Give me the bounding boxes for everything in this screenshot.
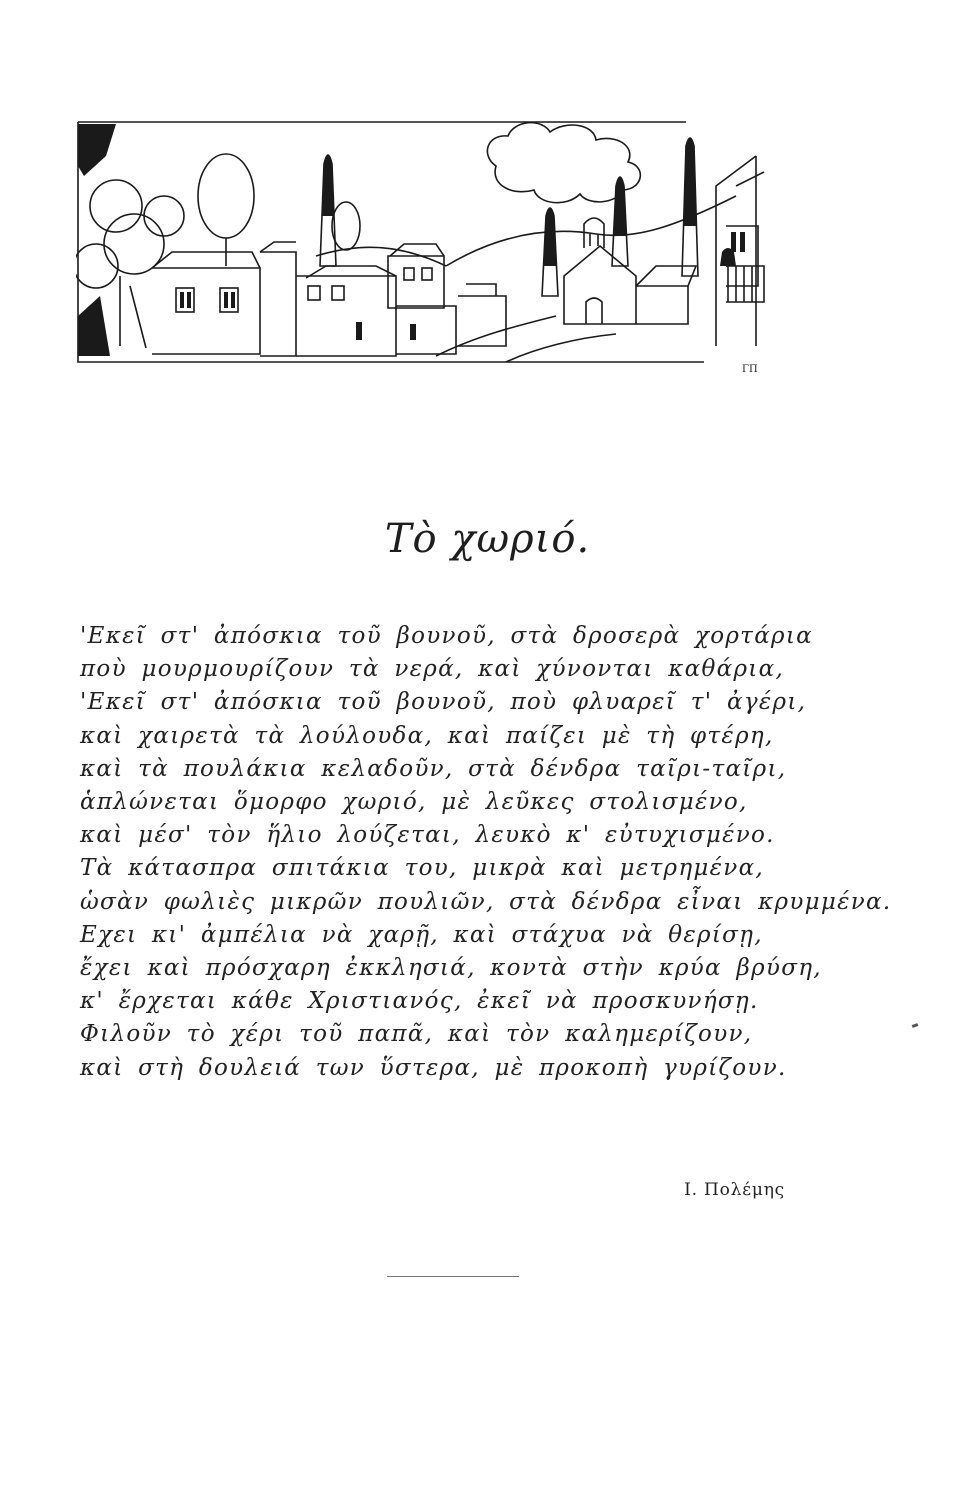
poem-line: καὶ στὴ δουλειά των ὕστερα, μὲ προκοπὴ γυρίζουν.: [80, 1054, 787, 1081]
illustrator-signature: ΓΠ: [742, 364, 758, 375]
poem-line: Φιλοῦν τὸ χέρι τοῦ παπᾶ, καὶ τὸν καλημερίζουν,: [80, 1021, 753, 1048]
poem-line: ἔχει καὶ πρόσχαρη ἐκκλησιά, κοντὰ στὴν κρύα βρύση,: [80, 955, 822, 982]
poem-line: 'Εκεῖ στ' ἀπόσκια τοῦ βουνοῦ, στὰ δροσερὰ χορτάρια: [80, 623, 814, 649]
poem-line: καὶ χαιρετὰ τὰ λούλουδα, καὶ παίζει μὲ τὴ φτέρη,: [80, 722, 774, 749]
poem-body: [80, 620, 892, 1085]
poem-line: 'Εκεῖ στ' ἀπόσκια τοῦ βουνοῦ, ποὺ φλυαρεῖ τ' ἀγέρι,: [80, 689, 807, 716]
poem-line: ποὺ μουρμουρίζουν τὰ νερά, καὶ χύνονται καθάρια,: [80, 656, 785, 683]
poem-line: Εχει κι' ἀμπέλια νὰ χαρῇ, καὶ στάχυα νὰ θερίσῃ,: [80, 921, 763, 948]
village-illustration: [76, 116, 766, 394]
village-scene: [76, 116, 766, 394]
print-speck: [912, 1023, 919, 1028]
poem-line: καὶ μέσ' τὸν ἥλιο λούζεται, λευκὸ κ' εὐτυχισμένο.: [80, 822, 775, 849]
poem-line: Τὰ κάτασπρα σπιτάκια του, μικρὰ καὶ μετρημένα,: [80, 855, 765, 882]
poem-line: ὡσὰν φωλιὲς μικρῶν πουλιῶν, στὰ δένδρα εἶναι κρυμμένα.: [80, 888, 892, 915]
poem-line: καὶ τὰ πουλάκια κελαδοῦν, στὰ δένδρα ταῖρι-ταῖρι,: [80, 755, 787, 782]
poem-line: κ' ἔρχεται κάθε Χριστιανός, ἐκεῖ νὰ προσκυνήσῃ.: [80, 988, 759, 1015]
poem-title: Τὸ χωριό.: [384, 516, 591, 562]
section-divider: [387, 1276, 519, 1277]
poem-author: Ι. Πολέμης: [684, 1180, 785, 1200]
poem-line: ἁπλώνεται ὅμορφο χωριό, μὲ λεῦκες στολισμένο,: [80, 789, 748, 816]
